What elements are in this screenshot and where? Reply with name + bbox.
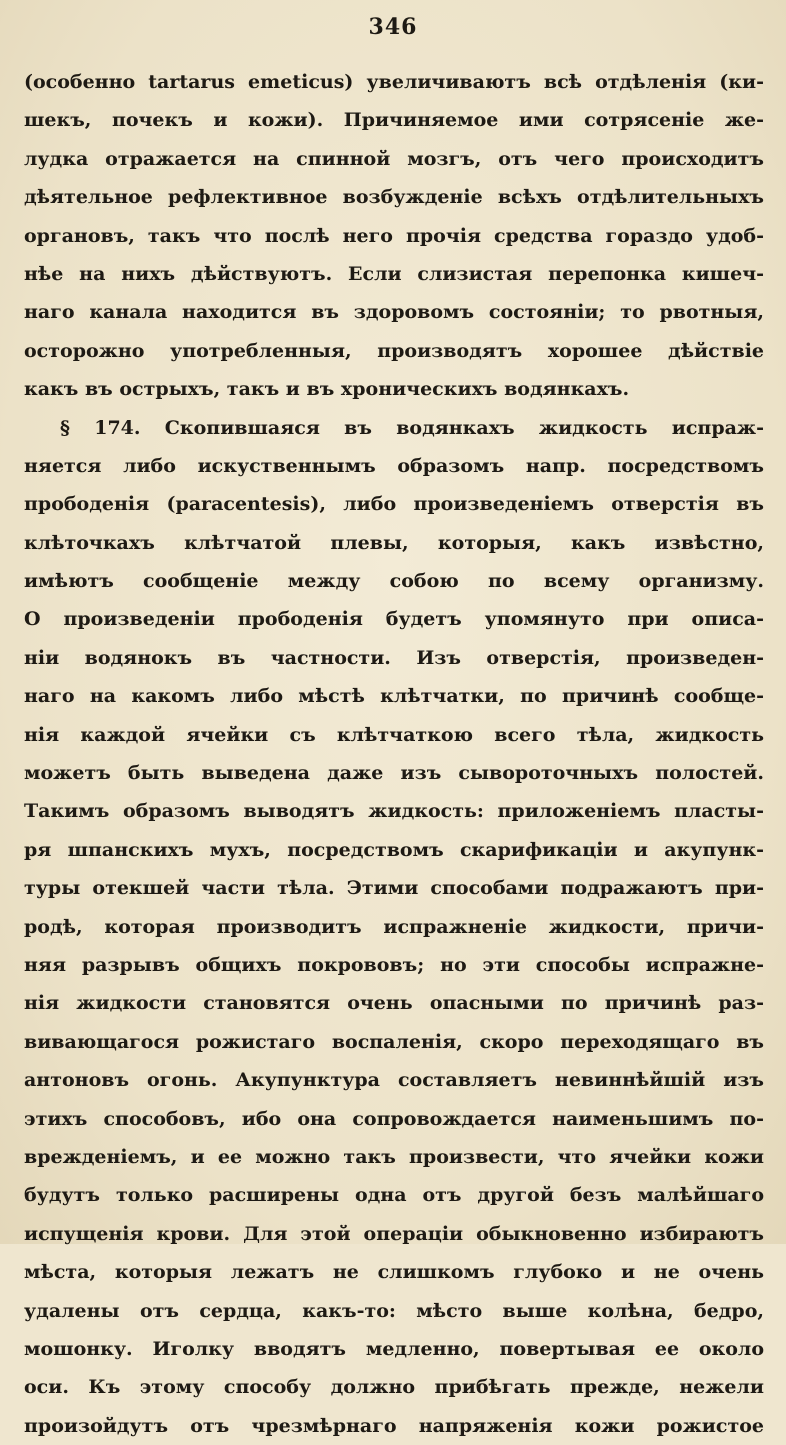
text-line: мошонку. Иголку вводятъ медленно, повертывая ее около: [24, 1337, 764, 1360]
text-line: произойдутъ отъ чрезмѣрнаго напряженія кожи рожистое: [24, 1414, 764, 1437]
text-line: этихъ способовъ, ибо она сопровождается наименьшимъ по-: [24, 1107, 764, 1130]
text-line: шекъ, почекъ и кожи). Причиняемое ими сотрясеніе же-: [24, 109, 764, 132]
text-line: няя разрывъ общихъ покрововъ; но эти способы испражне-: [24, 953, 764, 976]
text-line: вивающагося рожистаго воспаленія, скоро переходящаго въ: [24, 1030, 764, 1053]
text-line: дѣятельное рефлективное возбужденіе всѣхъ отдѣлительныхъ: [24, 186, 764, 209]
section-heading-line: § 174. Скопившаяся въ водянкахъ жидкость испраж-: [60, 416, 764, 439]
text-line: ніи водянокъ въ частности. Изъ отверстія, произведен-: [24, 646, 764, 669]
text-line: О произведеніи прободенія будетъ упомянуто при описа-: [24, 608, 764, 631]
text-line: туры отекшей части тѣла. Этими способами подражаютъ при-: [24, 877, 764, 900]
text-line: органовъ, такъ что послѣ него прочія средства гораздо удоб-: [24, 224, 764, 247]
text-line: родѣ, которая производитъ испражненіе жидкости, причи-: [24, 915, 764, 938]
text-line: врежденіемъ, и ее можно такъ произвести, что ячейки кожи: [24, 1145, 764, 1168]
text-line: удалены отъ сердца, какъ-то: мѣсто выше колѣна, бедро,: [24, 1299, 764, 1322]
text-line: Такимъ образомъ выводятъ жидкость: приложеніемъ пласты-: [24, 800, 764, 823]
text-line: нѣе на нихъ дѣйствуютъ. Если слизистая перепонка кишеч-: [24, 262, 764, 285]
text-line: ря шпанскихъ мухъ, посредствомъ скарификаціи и акупунк-: [24, 838, 764, 861]
text-line: няется либо искуственнымъ образомъ напр. посредствомъ: [24, 454, 764, 477]
text-line: будутъ только расширены одна отъ другой безъ малѣйшаго: [24, 1184, 764, 1207]
text-line: лудка отражается на спинной мозгъ, отъ чего происходитъ: [24, 147, 764, 170]
text-line: осторожно употребленныя, производятъ хорошее дѣйствіе: [24, 339, 764, 362]
text-line: нія каждой ячейки съ клѣтчаткою всего тѣла, жидкость: [24, 723, 764, 746]
text-line: прободенія (paracentesis), либо произведеніемъ отверстія въ: [24, 493, 764, 516]
text-line: мѣста, которыя лежатъ не слишкомъ глубоко и не очень: [24, 1261, 764, 1284]
text-line: клѣточкахъ клѣтчатой плевы, которыя, какъ извѣстно,: [24, 531, 764, 554]
body-text: [24, 63, 764, 1445]
text-line: (особенно tartarus emeticus) увеличиваютъ всѣ отдѣленія (ки-: [24, 71, 764, 93]
text-line: какъ въ острыхъ, такъ и въ хроническихъ водянкахъ.: [24, 378, 630, 401]
text-line: антоновъ огонь. Акупунктура составляетъ невиннѣйшій изъ: [24, 1069, 764, 1092]
text-line: испущенія крови. Для этой операціи обыкновенно избираютъ: [24, 1222, 764, 1245]
text-line: имѣютъ сообщеніе между собою по всему организму.: [24, 570, 764, 593]
text-line: нія жидкости становятся очень опасными по причинѣ раз-: [24, 992, 764, 1015]
text-line: наго канала находится въ здоровомъ состояніи; то рвотныя,: [24, 301, 764, 324]
text-line: можетъ быть выведена даже изъ сывороточныхъ полостей.: [24, 762, 764, 785]
text-line: наго на какомъ либо мѣстѣ клѣтчатки, по причинѣ сообще-: [24, 685, 764, 708]
page-number: 346: [368, 14, 418, 40]
text-line: оси. Къ этому способу должно прибѣгать прежде, нежели: [24, 1376, 764, 1399]
